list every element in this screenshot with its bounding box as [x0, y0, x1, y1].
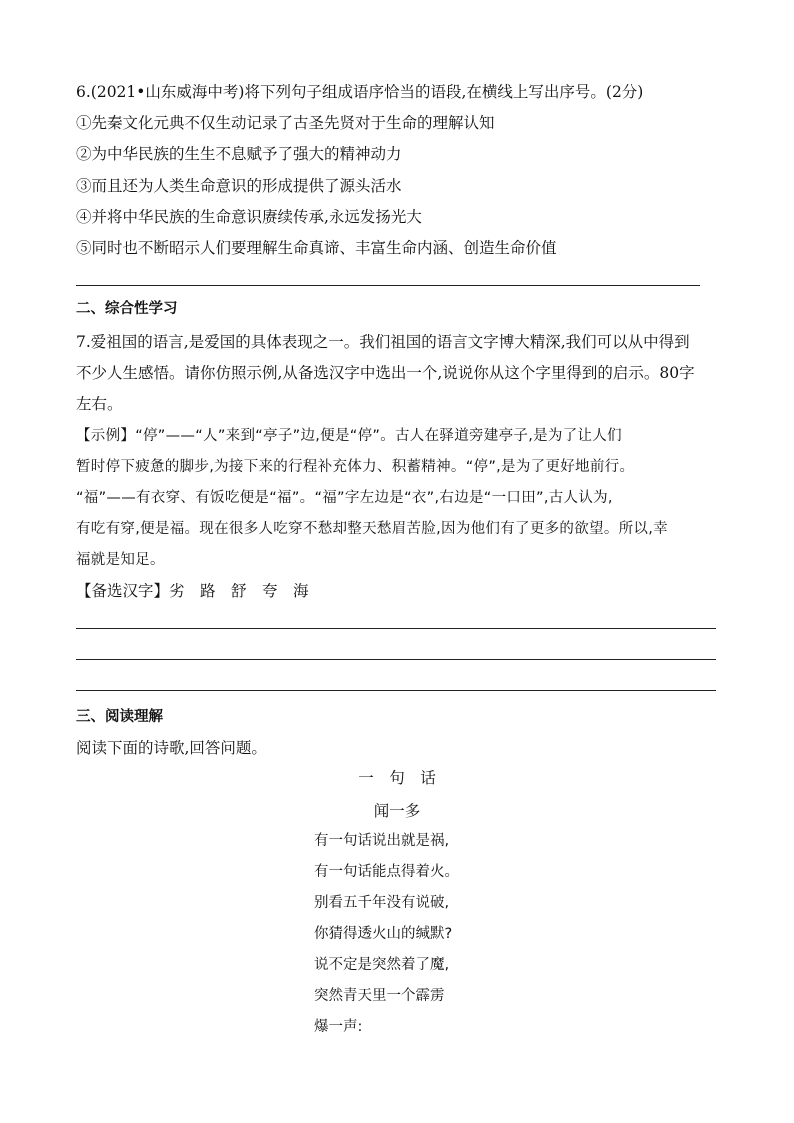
q6-prompt: 6.(2021•山东威海中考)将下列句子组成语序恰当的语段,在横线上写出序号。(2分) [76, 83, 644, 101]
q7-line-2: 不少人生感悟。请你仿照示例,从备选汉字中选出一个,说说你从这个字里得到的启示。80字 [76, 364, 695, 382]
q6-option-1: ①先秦文化元典不仅生动记录了古圣先贤对于生命的理解认知 [76, 114, 495, 132]
q7-line-1: 7.爱祖国的语言,是爱国的具体表现之一。我们祖国的语言文字博大精深,我们可以从中得到 [76, 333, 690, 351]
poem-author: 闻一多 [373, 802, 421, 820]
poem-title: 一 句 话 [358, 769, 436, 787]
q6-option-4: ④并将中华民族的生命意识赓续传承,永远发扬光大 [76, 208, 422, 226]
section2-heading: 二、综合性学习 [76, 300, 178, 317]
example-line-4: 有吃有穿,便是福。现在很多人吃穿不愁却整天愁眉苦脸,因为他们有了更多的欲望。所以,幸 [76, 521, 668, 537]
section3-instruction: 阅读下面的诗歌,回答问题。 [76, 739, 267, 757]
poem-line-2: 有一句话能点得着火。 [314, 864, 459, 880]
poem-line-1: 有一句话说出就是祸, [314, 833, 450, 849]
example-line-2: 暂时停下疲惫的脚步,为接下来的行程补充体力、积蓄精神。“停”,是为了更好地前行。 [76, 459, 635, 475]
q6-option-3: ③而且还为人类生命意识的形成提供了源头活水 [76, 177, 402, 195]
q6-answer-line[interactable] [76, 285, 700, 286]
example-line-3: “福”——有衣穿、有饭吃便是“福”。“福”字左边是“衣”,右边是“一口田”,古人认为, [76, 490, 613, 506]
candidate-characters: 【备选汉字】劣 路 舒 夸 海 [76, 582, 309, 600]
poem-line-5: 说不定是突然着了魔, [314, 957, 450, 973]
q7-answer-line-1[interactable] [76, 628, 716, 629]
q6-option-2: ②为中华民族的生生不息赋予了强大的精神动力 [76, 145, 402, 163]
poem-line-4: 你猜得透火山的缄默? [314, 926, 453, 942]
q7-answer-line-3[interactable] [76, 690, 716, 691]
example-line-5: 福就是知足。 [76, 552, 165, 568]
q7-line-3: 左右。 [76, 395, 123, 413]
section3-heading: 三、阅读理解 [76, 708, 163, 725]
poem-line-6: 突然青天里一个霹雳 [314, 988, 445, 1004]
q6-option-5: ⑤同时也不断昭示人们要理解生命真谛、丰富生命内涵、创造生命价值 [76, 239, 557, 257]
example-line-1: 【示例】“停”——“人”来到“亭子”边,便是“停”。古人在驿道旁建亭子,是为了让人们 [76, 428, 622, 444]
poem-line-7: 爆一声: [314, 1019, 363, 1035]
q7-answer-line-2[interactable] [76, 659, 716, 660]
poem-line-3: 别看五千年没有说破, [314, 895, 450, 911]
